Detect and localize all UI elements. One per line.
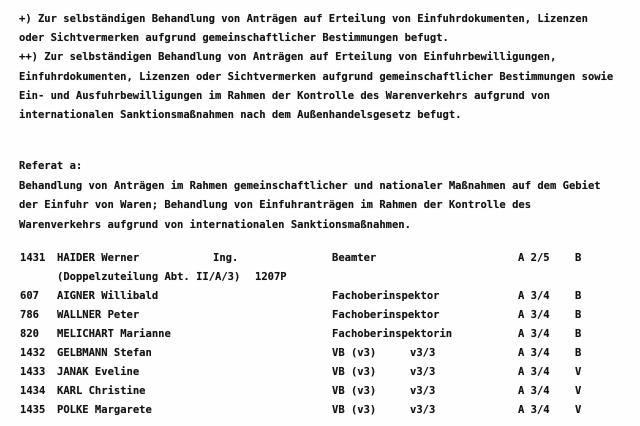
staff-status: B (575, 309, 582, 321)
staff-status: V (575, 366, 582, 378)
staff-status: V (575, 385, 582, 397)
staff-status: V (575, 404, 582, 416)
table-row-continuation (0, 268, 640, 287)
staff-grade: A 3/4 (518, 404, 550, 416)
staff-id: 607 (20, 290, 39, 302)
table-row (0, 325, 640, 344)
staff-id: 1431 (20, 252, 46, 264)
staff-position: Fachoberinspektor (332, 290, 440, 302)
staff-name: JANAK Eveline (57, 366, 140, 378)
staff-note: (Doppelzuteilung Abt. II/A/3) (57, 271, 241, 283)
table-row (0, 382, 640, 401)
staff-status: B (575, 290, 582, 302)
staff-status: B (575, 328, 582, 340)
table-row (0, 249, 640, 268)
staff-code: 1207P (255, 271, 287, 283)
staff-id: 1432 (20, 347, 46, 359)
staff-status: B (575, 347, 582, 359)
staff-contract: v3/3 (410, 404, 436, 416)
staff-id: 1435 (20, 404, 46, 416)
staff-position: Fachoberinspektorin (332, 328, 453, 340)
staff-position: VB (v3) (332, 385, 377, 397)
section-line: Warenverkehrs aufgrund von internationalen Sanktionsmaßnahmen. (19, 218, 411, 231)
staff-grade: A 3/4 (518, 366, 550, 378)
footnote-line: ++) Zur selbständigen Behandlung von Anträgen auf Erteilung von Einfuhrbewilligungen, (19, 51, 557, 64)
footnote-line: internationalen Sanktionsmaßnahmen nach dem Außenhandelsgesetz befugt. (19, 109, 462, 122)
section-line: der Einfuhr von Waren; Behandlung von Einfuhranträgen im Rahmen der Kontrolle des (19, 199, 532, 211)
footnote-line: Einfuhrdokumenten, Lizenzen oder Sichtvermerken aufgrund gemeinschaftlicher Bestimmungen sowie (19, 70, 614, 83)
staff-id: 1433 (20, 366, 46, 378)
staff-name: WALLNER Peter (57, 309, 140, 321)
staff-name: GELBMANN Stefan (57, 347, 152, 359)
staff-grade: A 2/5 (518, 252, 550, 264)
staff-name: HAIDER Werner (57, 252, 140, 264)
staff-position: VB (v3) (332, 366, 377, 378)
staff-position: Fachoberinspektor (332, 309, 440, 321)
section-line: Behandlung von Anträgen im Rahmen gemeinschaftlicher und nationaler Maßnahmen auf dem Gebiet (19, 179, 601, 192)
staff-contract: v3/3 (410, 347, 436, 359)
staff-grade: A 3/4 (518, 347, 550, 359)
staff-name: POLKE Margarete (57, 404, 152, 416)
table-row (0, 363, 640, 382)
staff-id: 786 (20, 309, 39, 321)
table-row (0, 344, 640, 363)
footnotes-paragraph (19, 10, 632, 125)
footnote-line: +) Zur selbständigen Behandlung von Anträgen auf Erteilung von Einfuhrdokumenten, Lizenzen (19, 13, 588, 25)
staff-contract: v3/3 (410, 385, 436, 397)
table-row (0, 287, 640, 306)
staff-name: KARL Christine (57, 385, 146, 397)
table-row (0, 306, 640, 325)
staff-name: MELICHART Marianne (57, 328, 171, 340)
staff-status: B (575, 252, 582, 264)
staff-id: 820 (20, 328, 39, 340)
table-row (0, 401, 640, 420)
staff-grade: A 3/4 (518, 290, 550, 302)
staff-grade: A 3/4 (518, 309, 550, 321)
footnote-line: oder Sichtvermerken aufgrund gemeinschaftlicher Bestimmungen befugt. (19, 32, 449, 45)
staff-grade: A 3/4 (518, 385, 550, 397)
footnote-line: Ein- und Ausfuhrbewilligungen im Rahmen der Kontrolle des Warenverkehrs aufgrund von (19, 89, 551, 102)
staff-position: Beamter (332, 252, 377, 264)
referat-section (19, 157, 632, 235)
staff-position: VB (v3) (332, 347, 377, 359)
staff-contract: v3/3 (410, 366, 436, 378)
section-heading: Referat a: (19, 160, 83, 172)
staff-position: VB (v3) (332, 404, 377, 416)
staff-id: 1434 (20, 385, 46, 397)
staff-grade: A 3/4 (518, 328, 550, 340)
staff-title: Ing. (213, 252, 239, 264)
staff-name: AIGNER Willibald (57, 290, 159, 302)
